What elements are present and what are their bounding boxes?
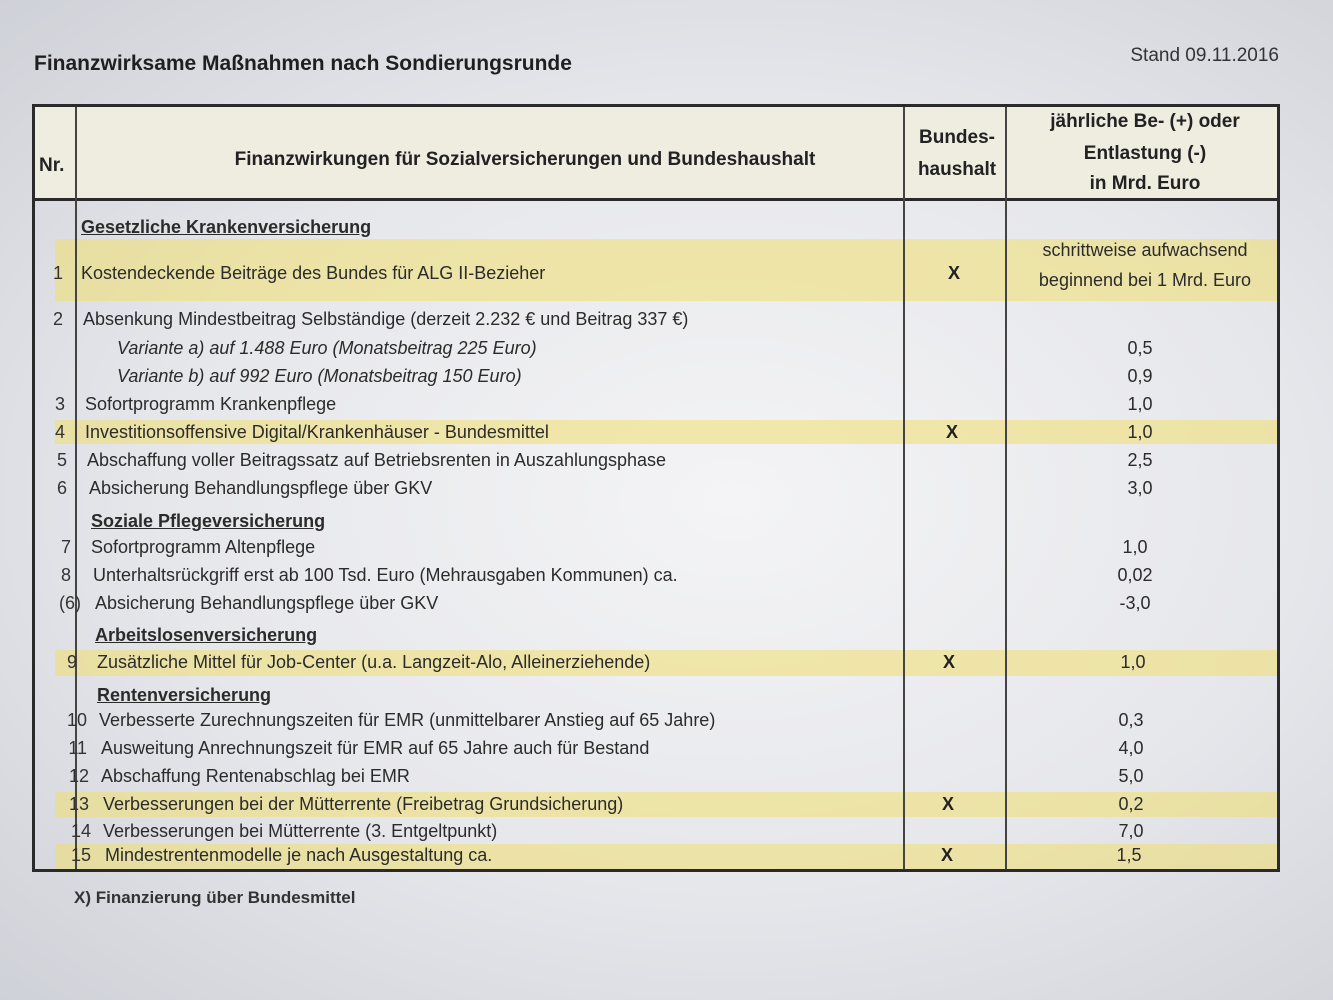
row-value: 0,2 bbox=[1118, 794, 1144, 814]
row-value: 0,02 bbox=[1117, 565, 1153, 585]
row-text: Sofortprogramm Altenpflege bbox=[91, 537, 316, 557]
row-number: 8 bbox=[60, 565, 71, 585]
row-number: 2 bbox=[52, 309, 63, 329]
row-text: Unterhaltsrückgriff erst ab 100 Tsd. Euro (Mehrausgaben Kommunen) ca. bbox=[93, 565, 678, 585]
row-text: Absicherung Behandlungspflege über GKV bbox=[95, 593, 439, 613]
row-value: 5,0 bbox=[1118, 766, 1144, 786]
row-number: 11 bbox=[68, 738, 87, 758]
header-bundeshaushalt-line2: haushalt bbox=[917, 159, 997, 180]
row-number: 4 bbox=[54, 422, 65, 442]
row-text: Absenkung Mindestbeitrag Selbständige (derzeit 2.232 € und Beitrag 337 €) bbox=[83, 309, 689, 329]
row-number: 3 bbox=[54, 394, 65, 414]
document-title: Finanzwirksame Maßnahmen nach Sondierungsrunde bbox=[34, 52, 572, 75]
header-description: Finanzwirkungen für Sozialversicherungen und Bundeshaushalt bbox=[234, 149, 816, 170]
row-text: Verbesserte Zurechnungszeiten für EMR (unmittelbarer Anstieg auf 65 Jahre) bbox=[99, 710, 716, 730]
bundesmittel-mark: X bbox=[940, 845, 953, 865]
header-effect-line3: in Mrd. Euro bbox=[1089, 173, 1201, 194]
row-text: Mindestrentenmodelle je nach Ausgestaltung ca. bbox=[105, 845, 493, 865]
header-effect-line1: jährliche Be- (+) oder bbox=[1050, 111, 1240, 132]
row-value: 0,9 bbox=[1127, 366, 1153, 386]
row-text: Zusätzliche Mittel für Job-Center (u.a. Langzeit-Alo, Alleinerziehende) bbox=[97, 652, 651, 672]
row-value: 1,0 bbox=[1127, 422, 1153, 442]
table-header bbox=[35, 107, 1277, 201]
row-number: 5 bbox=[56, 450, 67, 470]
footnote: X) Finanzierung über Bundesmittel bbox=[74, 888, 356, 907]
row-number: 14 bbox=[70, 821, 91, 841]
row-number: 12 bbox=[68, 766, 89, 786]
row-text: Verbesserungen bei Mütterrente (3. Entgeltpunkt) bbox=[103, 821, 498, 841]
column-divider bbox=[1005, 107, 1007, 869]
row-value: 1,0 bbox=[1120, 652, 1146, 672]
row-number: 15 bbox=[70, 845, 91, 865]
row-text: Abschaffung voller Beitragssatz auf Betriebsrenten in Auszahlungsphase bbox=[87, 450, 667, 470]
header-nr: Nr. bbox=[39, 155, 65, 176]
bundesmittel-mark: X bbox=[947, 263, 960, 283]
row-text: Absicherung Behandlungspflege über GKV bbox=[89, 478, 433, 498]
row-text: Sofortprogramm Krankenpflege bbox=[85, 394, 337, 414]
row-text: Kostendeckende Beiträge des Bundes für ALG II-Bezieher bbox=[81, 263, 546, 283]
row-text: Investitionsoffensive Digital/Krankenhäuser - Bundesmittel bbox=[85, 422, 549, 442]
bundesmittel-mark: X bbox=[942, 652, 955, 672]
row-number: (6) bbox=[59, 593, 81, 613]
row-number: 6 bbox=[56, 478, 67, 498]
row-number: 7 bbox=[60, 537, 71, 557]
column-divider bbox=[903, 107, 905, 869]
row-value: 1,0 bbox=[1127, 394, 1153, 414]
row-text: Verbesserungen bei der Mütterrente (Freibetrag Grundsicherung) bbox=[103, 794, 624, 814]
row-number: 9 bbox=[66, 652, 77, 672]
row-text: Abschaffung Rentenabschlag bei EMR bbox=[101, 766, 410, 786]
row-number: 1 bbox=[52, 263, 63, 283]
document-date: Stand 09.11.2016 bbox=[1130, 45, 1279, 66]
row-text: Variante a) auf 1.488 Euro (Monatsbeitrag 225 Euro) bbox=[117, 338, 537, 358]
row-value: 7,0 bbox=[1118, 821, 1144, 841]
row-text: Ausweitung Anrechnungszeit für EMR auf 65 Jahre auch für Bestand bbox=[101, 738, 650, 758]
row-value: beginnend bei 1 Mrd. Euro bbox=[1038, 270, 1252, 290]
row-value: 0,3 bbox=[1118, 710, 1144, 730]
row-number: 13 bbox=[68, 794, 89, 814]
row-value: 2,5 bbox=[1127, 450, 1153, 470]
row-value: 1,0 bbox=[1122, 537, 1148, 557]
row-text: Variante b) auf 992 Euro (Monatsbeitrag 150 Euro) bbox=[117, 366, 522, 386]
row-value: schrittweise aufwachsend bbox=[1042, 240, 1248, 260]
section-heading: Gesetzliche Krankenversicherung bbox=[81, 217, 372, 237]
row-value: 3,0 bbox=[1127, 478, 1153, 498]
section-heading: Soziale Pflegeversicherung bbox=[91, 511, 326, 531]
row-value: 4,0 bbox=[1118, 738, 1144, 758]
row-number: 10 bbox=[66, 710, 87, 730]
header-bundeshaushalt-line1: Bundes- bbox=[919, 127, 995, 148]
bundesmittel-mark: X bbox=[945, 422, 958, 442]
section-heading: Rentenversicherung bbox=[97, 685, 272, 705]
row-value: -3,0 bbox=[1119, 593, 1151, 613]
bundesmittel-mark: X bbox=[941, 794, 954, 814]
row-value: 1,5 bbox=[1116, 845, 1142, 865]
header-effect-line2: Entlastung (-) bbox=[1083, 143, 1207, 164]
row-value: 0,5 bbox=[1127, 338, 1153, 358]
section-heading: Arbeitslosenversicherung bbox=[95, 625, 318, 645]
measures-table bbox=[32, 104, 1280, 872]
